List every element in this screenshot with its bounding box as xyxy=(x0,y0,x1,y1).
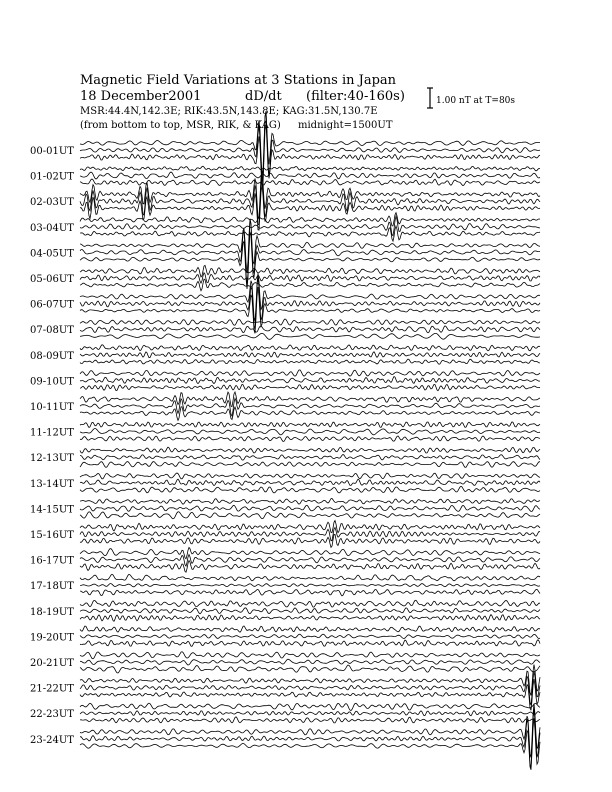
hour-label: 15-16UT xyxy=(30,530,74,541)
figure-quantity: dD/dt xyxy=(245,89,282,104)
hour-label: 11-12UT xyxy=(30,427,74,439)
hour-label: 14-15UT xyxy=(30,504,74,516)
trace-msr xyxy=(80,333,540,339)
trace-rik xyxy=(80,377,540,384)
trace-msr xyxy=(80,436,540,441)
trace-kag xyxy=(80,600,540,607)
hour-label: 18-19UT xyxy=(30,606,74,618)
trace-rik xyxy=(80,505,540,511)
hour-label: 19-20UT xyxy=(30,632,74,644)
trace-kag xyxy=(80,703,540,710)
trace-kag xyxy=(80,652,540,659)
trace-msr xyxy=(80,226,540,241)
trace-msr xyxy=(80,534,540,547)
trace-rik xyxy=(80,659,540,665)
scale-bar-label: 1.00 nT at T=80s xyxy=(436,96,516,106)
hour-label: 16-17UT xyxy=(30,555,74,567)
trace-kag xyxy=(80,704,540,758)
trace-kag xyxy=(80,447,540,453)
trace-rik xyxy=(80,608,540,614)
trace-kag xyxy=(80,166,540,171)
trace-msr xyxy=(80,718,540,770)
hour-label: 08-09UT xyxy=(30,350,74,362)
trace-msr xyxy=(80,615,540,622)
trace-msr xyxy=(80,486,540,493)
trace-msr xyxy=(80,384,540,390)
trace-rik xyxy=(80,555,540,567)
trace-rik xyxy=(80,709,540,768)
trace-kag xyxy=(80,370,540,376)
figure-filter: (filter:40-160s) xyxy=(306,89,405,104)
figure-date: 18 December2001 xyxy=(80,89,202,104)
trace-msr xyxy=(80,717,540,723)
trace-rik xyxy=(80,634,540,638)
hour-label: 05-06UT xyxy=(30,274,74,285)
trace-msr xyxy=(80,561,540,573)
trace-msr xyxy=(80,665,540,673)
trace-rik xyxy=(80,455,540,461)
hour-label: 00-01UT xyxy=(30,146,74,157)
trace-kag xyxy=(80,345,540,351)
trace-rik xyxy=(80,220,540,286)
trace-msr xyxy=(80,279,540,291)
trace-kag xyxy=(80,422,540,428)
figure-title: Magnetic Field Variations at 3 Stations in Japan xyxy=(80,73,397,88)
station-order-note: (from bottom to top, MSR, RIK, & KAG) xyxy=(80,120,281,131)
trace-kag xyxy=(80,213,540,226)
scale-bar xyxy=(427,88,433,108)
hour-label: 06-07UT xyxy=(30,299,74,311)
trace-msr xyxy=(80,359,540,364)
station-coordinates: MSR:44.4N,142.3E; RIK:43.5N,143.8E; KAG:31.5N,130.7E xyxy=(80,106,378,117)
trace-rik xyxy=(80,528,540,541)
trace-msr xyxy=(80,179,540,186)
trace-rik xyxy=(80,672,540,706)
trace-kag xyxy=(80,574,540,581)
trace-rows xyxy=(30,111,540,770)
trace-rik xyxy=(80,273,540,283)
hour-label: 04-05UT xyxy=(30,248,74,260)
hour-label: 03-04UT xyxy=(30,222,74,234)
hour-label: 17-18UT xyxy=(30,581,74,593)
trace-kag xyxy=(80,626,540,632)
trace-msr xyxy=(80,185,540,230)
hour-label: 21-22UT xyxy=(30,683,74,695)
hour-label: 22-23UT xyxy=(30,709,74,721)
trace-rik xyxy=(80,584,540,587)
hour-label: 23-24UT xyxy=(30,734,74,746)
trace-msr xyxy=(80,512,540,519)
trace-kag xyxy=(80,319,540,325)
trace-rik xyxy=(80,711,540,716)
trace-msr xyxy=(80,407,540,421)
hour-label: 13-14UT xyxy=(30,478,74,490)
hour-label: 07-08UT xyxy=(30,325,74,337)
trace-kag xyxy=(80,499,540,505)
trace-rik xyxy=(80,352,540,358)
midnight-note: midnight=1500UT xyxy=(298,120,393,131)
trace-rik xyxy=(80,326,540,333)
hour-label: 01-02UT xyxy=(30,171,74,183)
trace-msr xyxy=(80,640,540,647)
trace-rik xyxy=(80,172,540,179)
hour-label: 12-13UT xyxy=(30,453,74,465)
hour-label: 20-21UT xyxy=(30,658,74,669)
trace-msr xyxy=(80,287,540,333)
trace-kag xyxy=(80,265,540,277)
hour-label: 10-11UT xyxy=(30,402,74,413)
trace-kag xyxy=(80,665,540,696)
trace-msr xyxy=(80,679,540,710)
hour-label: 09-10UT xyxy=(30,376,74,388)
trace-rik xyxy=(80,479,540,485)
trace-msr xyxy=(80,589,540,595)
trace-kag xyxy=(80,521,540,533)
trace-msr xyxy=(80,462,540,468)
trace-kag xyxy=(80,547,540,558)
trace-kag xyxy=(80,473,540,479)
hour-label: 02-03UT xyxy=(30,197,74,209)
trace-rik xyxy=(80,429,540,435)
